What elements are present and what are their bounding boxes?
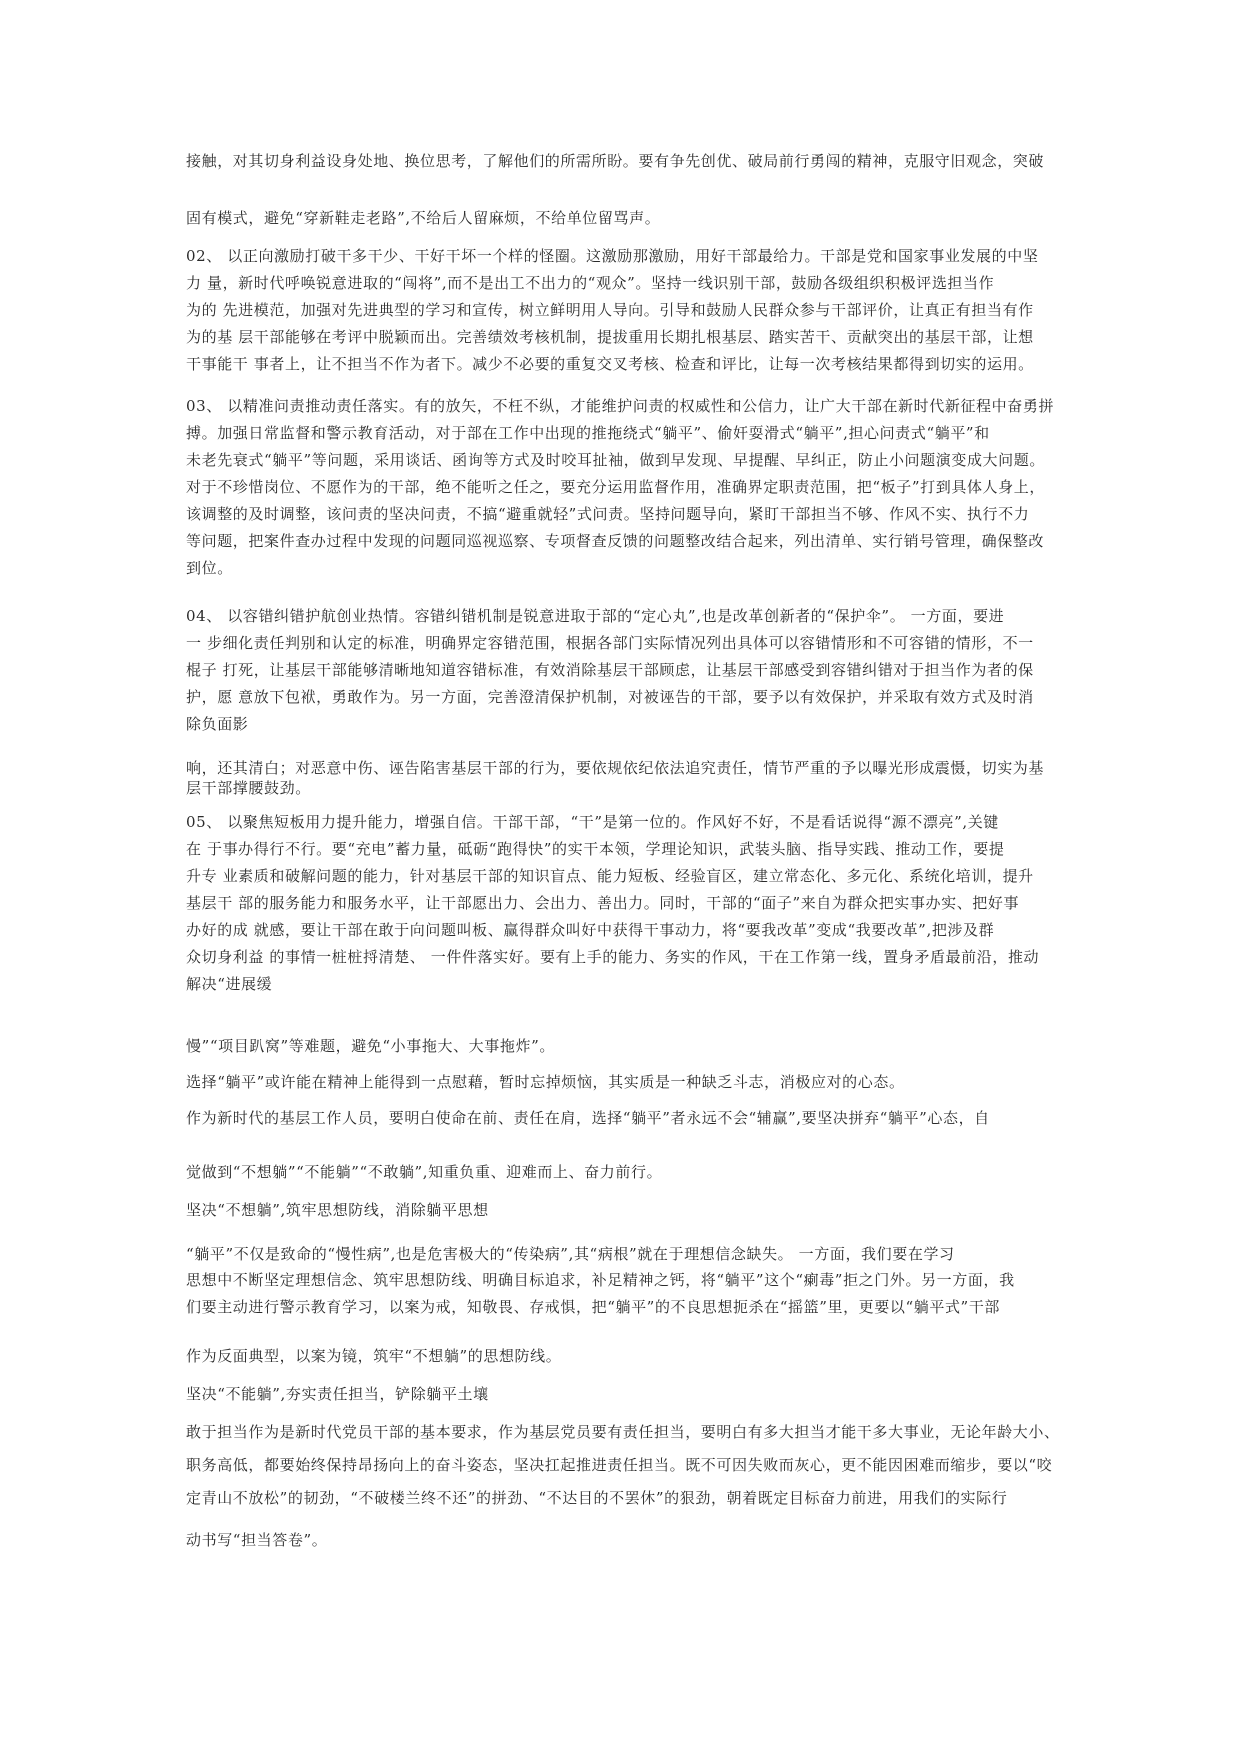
paragraph-03-line: 对于不珍惜岗位、不愿作为的干部，绝不能听之任之，要充分运用监督作用，准确界定职责范围，把“板子”打到具体人身上，	[186, 478, 1045, 496]
text-line: 觉做到“不想躺”“不能躺”“不敢躺”,知重负重、迎难而上、奋力前行。	[186, 1163, 663, 1181]
text-line: 选择“躺平”或许能在精神上能得到一点慰藉，暂时忘掉烦恼，其实质是一种缺乏斗志，消极应对的心态。	[186, 1073, 905, 1091]
paragraph-02-line: 为的基 层干部能够在考评中脱颖而出。完善绩效考核机制，提拔重用长期扎根基层、踏实苦干、贡献突出的基层干部，让想	[186, 328, 1034, 346]
paragraph-04-line: 护，愿 意放下包袱，勇敢作为。另一方面，完善澄清保护机制，对被诬告的干部，要予以有效保护，并采取有效方式及时消	[186, 688, 1034, 706]
paragraph-05-line: 慢”“项目趴窝”等难题，避免“小事拖大、大事拖炸”。	[186, 1037, 555, 1055]
paragraph-04-line: 除负面影	[186, 715, 249, 733]
paragraph-05-line: 在 于事办得行不行。要“充电”蓄力量，砥砺“跑得快”的实干本领，学理论知识，武装头脑、指导实践、推动工作，要提	[186, 840, 1005, 858]
paragraph-04-line: 层干部撑腰鼓劲。	[186, 779, 311, 797]
paragraph-03-line: 未老先衰式“躺平”等问题，采用谈话、函询等方式及时咬耳扯袖，做到早发现、早提醒、早纠正，防止小问题演变成大问题。	[186, 451, 1045, 469]
text-line: 固有模式，避免“穿新鞋走老路”,不给后人留麻烦，不给单位留骂声。	[186, 209, 661, 227]
text-line: 动书写“担当答卷”。	[186, 1531, 328, 1549]
paragraph-03-line: 03、 以精准问责推动责任落实。有的放矢，不枉不纵，才能维护问责的权威性和公信力，让广大干部在新时代新征程中奋勇拼	[186, 397, 1055, 415]
section-heading: 坚决“不想躺”,筑牢思想防线，消除躺平思想	[186, 1201, 489, 1219]
paragraph-05-line: 解决“进展缓	[186, 975, 273, 993]
text-line: 作为反面典型，以案为镜，筑牢“不想躺”的思想防线。	[186, 1347, 562, 1365]
paragraph-04-line: 04、 以容错纠错护航创业热情。容错纠错机制是锐意进取于部的“定心丸”,也是改革创新者的“保护伞”。 一方面，要进	[186, 607, 1005, 625]
paragraph-03-line: 等问题，把案件查办过程中发现的问题同巡视巡察、专项督查反馈的问题整改结合起来，列出清单、实行销号管理，确保整改	[186, 532, 1045, 550]
text-line: 接触，对其切身利益设身处地、换位思考，了解他们的所需所盼。要有争先创优、破局前行勇闯的精神，克服守旧观念，突破	[186, 152, 1045, 170]
paragraph-03-line: 搏。加强日常监督和警示教育活动，对于部在工作中出现的推拖绕式“躺平”、偷奸耍滑式“躺平”,担心问责式“躺平”和	[186, 424, 990, 442]
paragraph-05-line: 基层干 部的服务能力和服务水平，让干部愿出力、会出力、善出力。同时，干部的“面子”来自为群众把实事办实、把好事	[186, 894, 1020, 912]
text-line: “躺平”不仅是致命的“慢性病”,也是危害极大的“传染病”,其“病根”就在于理想信念缺失。 一方面，我们要在学习	[186, 1245, 955, 1263]
paragraph-05-line: 05、 以聚焦短板用力提升能力，增强自信。干部干部，“干”是第一位的。作风好不好，不是看话说得“源不漂亮”,关键	[186, 813, 999, 831]
paragraph-03-line: 该调整的及时调整，该问责的坚决问责，不搞“避重就轻”式问责。坚持问题导向，紧盯干部担当不够、作风不实、执行不力	[186, 505, 1030, 523]
section-heading: 坚决“不能躺”,夯实责任担当，铲除躺平土壤	[186, 1385, 489, 1403]
paragraph-02-line: 为的 先进模范，加强对先进典型的学习和宣传，树立鲜明用人导向。引导和鼓励人民群众参与干部评价，让真正有担当有作	[186, 301, 1034, 319]
text-line: 们要主动进行警示教育学习，以案为戒，知敬畏、存戒惧，把“躺平”的不良思想扼杀在“摇篮”里，更要以“躺平式”干部	[186, 1298, 1001, 1316]
paragraph-03-line: 到位。	[186, 559, 233, 577]
paragraph-05-line: 办好的成 就感，要让干部在敢于向问题叫板、赢得群众叫好中获得干事动力，将“要我改革”变成“我要改革”,把涉及群	[186, 921, 995, 939]
paragraph-02-line: 02、 以正向激励打破干多干少、干好干坏一个样的怪圈。这激励那激励，用好干部最给力。干部是党和国家事业发展的中坚	[186, 247, 1039, 265]
paragraph-04-line: 棍子 打死，让基层干部能够清晰地知道容错标准，有效消除基层干部顾虑，让基层干部感受到容错纠错对于担当作为者的保	[186, 661, 1034, 679]
paragraph-04-line: 一 步细化责任判别和认定的标准，明确界定容错范围，根据各部门实际情况列出具体可以容错情形和不可容错的情形，不一	[186, 634, 1034, 652]
paragraph-05-line: 升专 业素质和破解问题的能力，针对基层干部的知识盲点、能力短板、经验盲区，建立常态化、多元化、系统化培训，提升	[186, 867, 1034, 885]
paragraph-04-line: 响，还其清白；对恶意中伤、诬告陷害基层干部的行为，要依规依纪依法追究责任，情节严重的予以曝光形成震慑，切实为基	[186, 759, 1045, 777]
text-line: 职务高低，都要始终保持昂扬向上的奋斗姿态，坚决扛起推进责任担当。既不可因失败而灰心，更不能因困难而缩步，要以“咬	[186, 1456, 1053, 1474]
text-line: 敢于担当作为是新时代党员干部的基本要求，作为基层党员要有责任担当，要明白有多大担当才能干多大事业，无论年龄大小、	[186, 1423, 1060, 1441]
text-line: 定青山不放松”的韧劲，“不破楼兰终不还”的拼劲、“不达目的不罢休”的狠劲，朝着既定目标奋力前进，用我们的实际行	[186, 1489, 1008, 1507]
paragraph-02-line: 力 量，新时代呼唤锐意进取的“闯将”,而不是出工不出力的“观众”。坚持一线识别干部，鼓励各级组织积极评选担当作	[186, 274, 995, 292]
paragraph-02-line: 干事能干 事者上，让不担当不作为者下。减少不必要的重复交叉考核、检查和评比，让每一次考核结果都得到切实的运用。	[186, 355, 1034, 373]
text-line: 思想中不断坚定理想信念、筑牢思想防线、明确目标追求，补足精神之钙，将“躺平”这个“瘌毒”拒之门外。另一方面，我	[186, 1271, 1015, 1289]
text-line: 作为新时代的基层工作人员，要明白使命在前、责任在肩，选择“躺平”者永远不会“辅赢”,要坚决拼弃“躺平”心态，自	[186, 1109, 990, 1127]
paragraph-05-line: 众切身利益 的事情一桩桩捋清楚、 一件件落实好。要有上手的能力、务实的作风，干在工作第一线，置身矛盾最前沿，推动	[186, 948, 1040, 966]
